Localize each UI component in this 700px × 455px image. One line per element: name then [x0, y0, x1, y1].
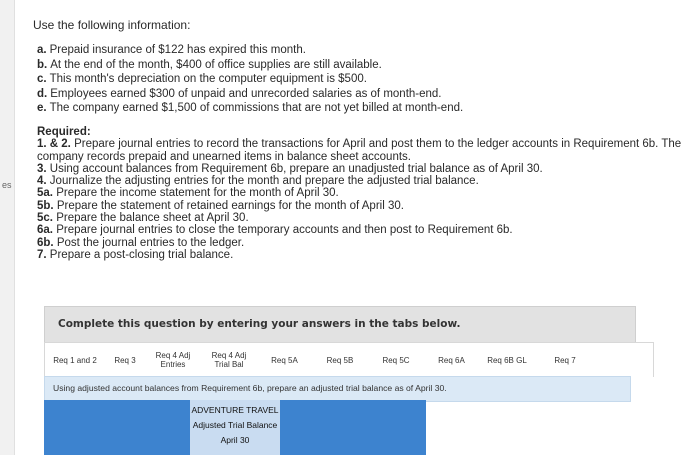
required-line: 5b. Prepare the statement of retained earnings for the month of April 30. — [37, 199, 404, 212]
complete-instructions-text: Complete this question by entering your answers in the tabs below. — [58, 318, 461, 330]
tab-req-4-adj-entries[interactable]: Req 4 Adj Entries — [155, 351, 191, 369]
required-line: 5c. Prepare the balance sheet at April 30. — [37, 212, 249, 225]
tab-req-3[interactable]: Req 3 — [114, 355, 136, 365]
required-line: 4. Journalize the adjusting entries for the month and prepare the adjusted trial balance. — [37, 175, 479, 188]
required-line: 6a. Prepare journal entries to close the temporary accounts and then post to Requirement 6b. — [37, 224, 513, 237]
statement-date: April 30 — [220, 435, 250, 445]
required-line: 7. Prepare a post-closing trial balance. — [37, 248, 234, 261]
info-item-e: e. The company earned $1,500 of commissions that are not yet billed at month-end. — [37, 102, 464, 114]
required-line: 1. & 2. Prepare journal entries to record the transactions for April and post them to the ledger accounts in Requirement 6b. The — [37, 138, 682, 151]
info-item-c: c. This month's depreciation on the computer equipment is $500. — [37, 73, 367, 85]
statement-title: Adjusted Trial Balance — [192, 420, 278, 430]
tab-req-4-adj-trial-bal[interactable]: Req 4 Adj Trial Bal — [201, 343, 257, 377]
trial-balance-header — [44, 400, 426, 455]
required-line: 3. Using account balances from Requirement 6b, prepare an unadjusted trial balance as of April 30. — [37, 162, 543, 175]
info-item-a: a. Prepaid insurance of $122 has expired this month. — [37, 44, 306, 56]
tab-instruction-text: Using adjusted account balances from Requirement 6b, prepare an adjusted trial balance as of April 30. — [53, 383, 447, 393]
requirement-tabs — [44, 342, 654, 377]
tab-req-6b-gl[interactable]: Req 6B GL — [487, 355, 527, 365]
company-name: ADVENTURE TRAVEL — [191, 405, 279, 415]
complete-instructions-box — [44, 306, 636, 344]
info-list — [37, 43, 463, 116]
required-heading: Required: — [37, 126, 91, 138]
required-line: 6b. Post the journal entries to the ledger. — [37, 236, 245, 249]
info-item-d: d. Employees earned $300 of unpaid and unrecorded salaries as of month-end. — [37, 87, 442, 100]
required-line: company records prepaid and unearned items in balance sheet accounts. — [37, 150, 411, 163]
left-sidebar — [0, 0, 15, 455]
tab-req-6a[interactable]: Req 6A — [438, 355, 465, 365]
info-item-b: b. At the end of the month, $400 of office supplies are still available. — [37, 58, 382, 71]
tab-req-7[interactable]: Req 7 — [554, 355, 576, 365]
tab-instruction-bar — [44, 376, 631, 402]
tab-req-5b[interactable]: Req 5B — [326, 355, 354, 365]
tab-req-5a[interactable]: Req 5A — [271, 355, 298, 365]
required-line: 5a. Prepare the income statement for the month of April 30. — [37, 187, 339, 200]
tab-req-5c[interactable]: Req 5C — [382, 355, 410, 365]
required-section — [37, 126, 687, 261]
sidebar-label: es — [2, 180, 12, 190]
tab-req-1-and-2[interactable]: Req 1 and 2 — [53, 355, 97, 365]
intro-text: Use the following information: — [33, 18, 191, 32]
